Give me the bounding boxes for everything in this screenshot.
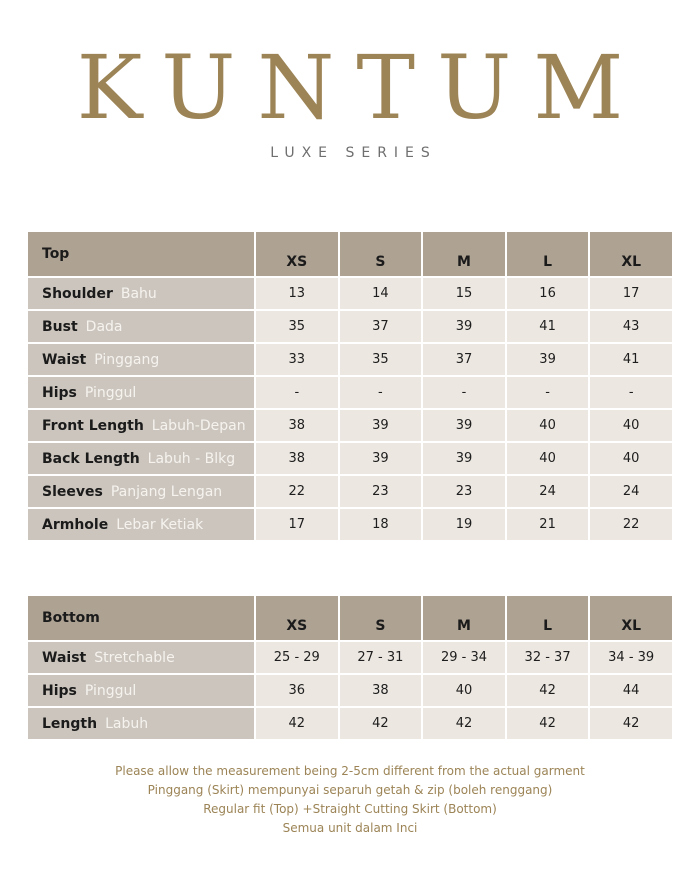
table-cell: 19 xyxy=(423,509,505,540)
table-row xyxy=(28,509,672,540)
table-cell: 44 xyxy=(590,675,672,706)
measurement-name-malay: Bahu xyxy=(120,285,157,302)
table-cell: 43 xyxy=(590,311,672,342)
measurement-name: Waist xyxy=(42,351,87,368)
table-cell: 37 xyxy=(340,311,422,342)
table-cell: 29 - 34 xyxy=(423,642,505,673)
table-header-row xyxy=(28,596,672,640)
size-header: XS xyxy=(256,232,338,276)
bottom-size-table xyxy=(26,594,674,741)
note-line: Semua unit dalam Inci xyxy=(282,821,418,835)
table-cell: 16 xyxy=(507,278,589,309)
table-cell: 23 xyxy=(423,476,505,507)
table-cell: 32 - 37 xyxy=(507,642,589,673)
measurement-name-malay: Labuh-Depan xyxy=(151,417,246,434)
table-row xyxy=(28,708,672,739)
table-cell: 33 xyxy=(256,344,338,375)
measurement-label xyxy=(28,410,254,441)
table-cell: 39 xyxy=(340,443,422,474)
table-cell: 39 xyxy=(507,344,589,375)
measurement-name: Hips xyxy=(42,384,77,401)
table-row xyxy=(28,278,672,309)
table-header-row xyxy=(28,232,672,276)
note-line: Pinggang (Skirt) mempunyai separuh getah & zip (boleh renggang) xyxy=(147,783,553,797)
measurement-name: Bust xyxy=(42,318,78,335)
table-cell: - xyxy=(340,377,422,408)
table-cell: 18 xyxy=(340,509,422,540)
table-cell: 40 xyxy=(507,410,589,441)
measurement-name: Sleeves xyxy=(42,483,103,500)
table-cell: 40 xyxy=(507,443,589,474)
table-cell: 40 xyxy=(590,410,672,441)
table-cell: 38 xyxy=(340,675,422,706)
table-cell: 42 xyxy=(507,675,589,706)
size-header: XS xyxy=(256,596,338,640)
table-row xyxy=(28,377,672,408)
table-cell: - xyxy=(423,377,505,408)
table-cell: 22 xyxy=(590,509,672,540)
table-cell: 42 xyxy=(340,708,422,739)
table-cell: 42 xyxy=(423,708,505,739)
note-line: Please allow the measurement being 2-5cm different from the actual garment xyxy=(115,764,585,778)
size-header: S xyxy=(340,232,422,276)
table-cell: 17 xyxy=(590,278,672,309)
table-cell: 35 xyxy=(256,311,338,342)
size-header: M xyxy=(423,596,505,640)
table-row xyxy=(28,675,672,706)
size-header: XL xyxy=(590,596,672,640)
measurement-name-malay: Panjang Lengan xyxy=(110,483,223,500)
measurement-label xyxy=(28,675,254,706)
table-cell: 42 xyxy=(590,708,672,739)
measurement-name: Front Length xyxy=(42,417,144,434)
measurement-label xyxy=(28,509,254,540)
measurement-label xyxy=(28,642,254,673)
table-cell: - xyxy=(590,377,672,408)
measurement-label xyxy=(28,708,254,739)
table-cell: 39 xyxy=(423,410,505,441)
table-cell: 39 xyxy=(340,410,422,441)
table-cell: 25 - 29 xyxy=(256,642,338,673)
table-cell: 34 - 39 xyxy=(590,642,672,673)
table-cell: 21 xyxy=(507,509,589,540)
table-cell: 37 xyxy=(423,344,505,375)
measurement-name-malay: Dada xyxy=(85,318,123,335)
top-size-table xyxy=(26,230,674,542)
table-cell: 24 xyxy=(507,476,589,507)
measurement-name: Waist xyxy=(42,649,87,666)
measurement-name-malay: Stretchable xyxy=(94,649,175,666)
table-cell: 13 xyxy=(256,278,338,309)
measurement-name-malay: Lebar Ketiak xyxy=(116,516,204,533)
table-cell: 27 - 31 xyxy=(340,642,422,673)
table-row xyxy=(28,476,672,507)
measurement-name: Length xyxy=(42,715,98,732)
table-row xyxy=(28,311,672,342)
measurement-label xyxy=(28,344,254,375)
table-cell: 41 xyxy=(507,311,589,342)
size-header: M xyxy=(423,232,505,276)
table-cell: 39 xyxy=(423,311,505,342)
table-row xyxy=(28,443,672,474)
table-cell: 17 xyxy=(256,509,338,540)
table-cell: 22 xyxy=(256,476,338,507)
table-cell: 42 xyxy=(507,708,589,739)
measurement-name: Back Length xyxy=(42,450,140,467)
size-header: L xyxy=(507,596,589,640)
measurement-label xyxy=(28,443,254,474)
measurement-name-malay: Labuh - Blkg xyxy=(147,450,236,467)
table-cell: 39 xyxy=(423,443,505,474)
measurement-name-malay: Labuh xyxy=(105,715,149,732)
series-subtitle: LUXE SERIES xyxy=(270,145,437,161)
table-cell: 15 xyxy=(423,278,505,309)
measurement-name: Hips xyxy=(42,682,77,699)
measurement-label xyxy=(28,377,254,408)
table-cell: 36 xyxy=(256,675,338,706)
size-header: L xyxy=(507,232,589,276)
table-cell: - xyxy=(256,377,338,408)
table-row xyxy=(28,344,672,375)
measurement-label xyxy=(28,311,254,342)
note-line: Regular fit (Top) +Straight Cutting Skirt (Bottom) xyxy=(203,802,497,816)
table-cell: 24 xyxy=(590,476,672,507)
measurement-name-malay: Pinggul xyxy=(84,682,137,699)
size-header: XL xyxy=(590,232,672,276)
size-header: S xyxy=(340,596,422,640)
measurement-label xyxy=(28,278,254,309)
brand-logo: KUNTUM xyxy=(76,36,646,139)
table-cell: 41 xyxy=(590,344,672,375)
measurement-name: Shoulder xyxy=(42,285,113,302)
table-cell: 23 xyxy=(340,476,422,507)
table-cell: 35 xyxy=(340,344,422,375)
table-cell: 38 xyxy=(256,410,338,441)
table-title: Bottom xyxy=(28,596,254,640)
table-row xyxy=(28,410,672,441)
fit-notes xyxy=(0,762,700,838)
table-title: Top xyxy=(28,232,254,276)
table-cell: 40 xyxy=(590,443,672,474)
measurement-label xyxy=(28,476,254,507)
table-cell: 40 xyxy=(423,675,505,706)
measurement-name: Armhole xyxy=(42,516,109,533)
table-cell: 42 xyxy=(256,708,338,739)
table-cell: - xyxy=(507,377,589,408)
table-cell: 14 xyxy=(340,278,422,309)
measurement-name-malay: Pinggang xyxy=(94,351,160,368)
table-row xyxy=(28,642,672,673)
table-cell: 38 xyxy=(256,443,338,474)
measurement-name-malay: Pinggul xyxy=(84,384,137,401)
